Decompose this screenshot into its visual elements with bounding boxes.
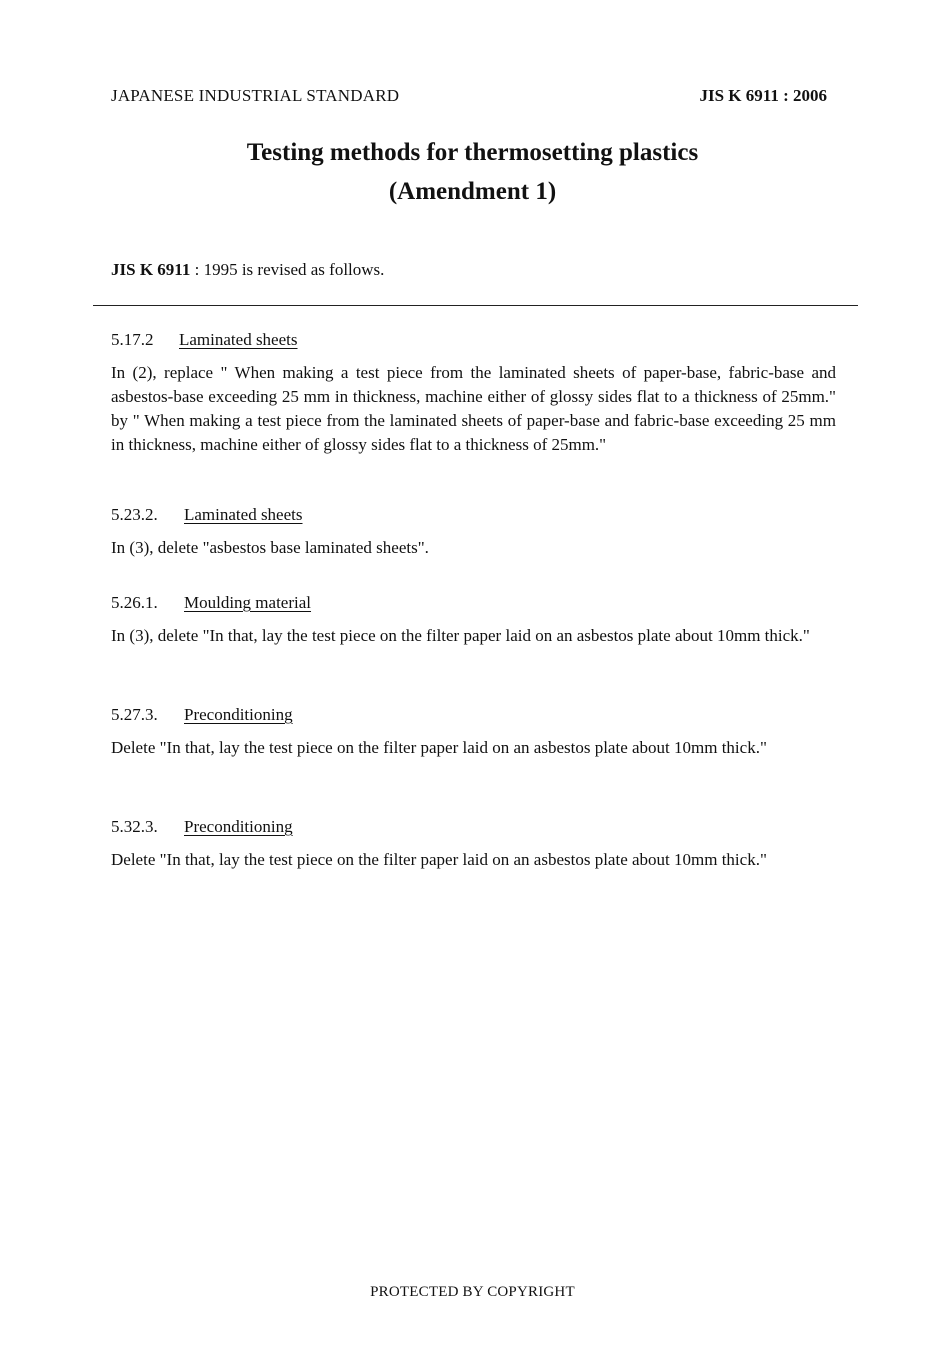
- section-body: In (2), replace " When making a test piece from the laminated sheets of paper-base, fabric-base and asbestos-base exceeding 25 mm in thickness, machine either of glossy sides flat to a thickness of 25mm." by " When making a test piece from the laminated sheets of paper-base and fabric-base exceeding 25 mm in thickness, machine either of glossy sides flat to a thickness of 25mm.": [111, 363, 836, 454]
- section-heading: [111, 503, 836, 527]
- section-body: Delete "In that, lay the test piece on the filter paper laid on an asbestos plate about 10mm thick.": [111, 850, 767, 869]
- section-5-26-1: [111, 591, 836, 648]
- section-number: 5.26.1.: [111, 593, 158, 612]
- section-title: Preconditioning: [184, 705, 293, 724]
- section-title: Laminated sheets: [179, 330, 298, 349]
- section-5-27-3: [111, 703, 836, 760]
- section-heading: [111, 815, 836, 839]
- section-title: Preconditioning: [184, 817, 293, 836]
- section-body: In (3), delete "asbestos base laminated sheets".: [111, 538, 429, 557]
- horizontal-divider: [93, 305, 858, 306]
- intro-standard: JIS K 6911: [111, 260, 191, 279]
- section-number: 5.23.2.: [111, 505, 158, 524]
- section-body: Delete "In that, lay the test piece on the filter paper laid on an asbestos plate about 10mm thick.": [111, 738, 767, 757]
- copyright-footer: PROTECTED BY COPYRIGHT: [370, 1284, 575, 1300]
- header-standard-name: JAPANESE INDUSTRIAL STANDARD: [111, 86, 400, 105]
- section-heading: [111, 591, 836, 615]
- section-5-17-2: [111, 328, 836, 457]
- title-line-1: Testing methods for thermosetting plastics: [246, 139, 699, 166]
- header-standard-number: JIS K 6911 : 2006: [699, 86, 827, 105]
- title-line-2: (Amendment 1): [388, 178, 557, 205]
- section-5-32-3: [111, 815, 836, 872]
- section-title: Laminated sheets: [184, 505, 303, 524]
- section-5-23-2: [111, 503, 836, 560]
- section-number: 5.27.3.: [111, 705, 158, 724]
- section-number: 5.32.3.: [111, 817, 158, 836]
- section-heading: [111, 703, 836, 727]
- document-title: [0, 133, 945, 211]
- section-heading: [111, 328, 836, 352]
- section-number: 5.17.2: [111, 330, 154, 349]
- intro-text: : 1995 is revised as follows.: [190, 260, 385, 279]
- section-body: In (3), delete "In that, lay the test piece on the filter paper laid on an asbestos plate about 10mm thick.": [111, 626, 810, 645]
- intro-statement: [111, 260, 384, 280]
- section-title: Moulding material: [184, 593, 312, 612]
